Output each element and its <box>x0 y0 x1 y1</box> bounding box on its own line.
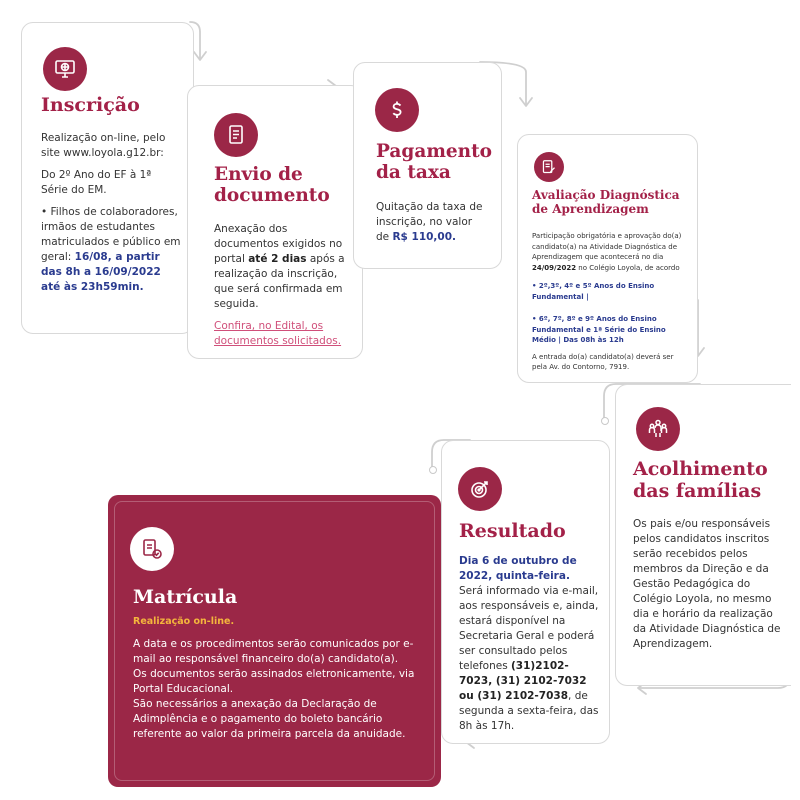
matricula-p2: Os documentos serão assinados eletronicamente, via Portal Educacional. <box>133 668 415 695</box>
matricula-title: Matrícula <box>133 586 238 608</box>
dollar-icon <box>375 88 419 132</box>
avaliacao-p2: A entrada do(a) candidato(a) deverá ser pela Av. do Contorno, 7919. <box>532 352 674 371</box>
family-icon <box>636 407 680 451</box>
pagamento-title: Pagamento da taxa <box>376 141 493 184</box>
matricula-p3: São necessários a anexação da Declaração de Adimplência e o pagamento do boleto bancário referente ao valor da primeira parcela da anuidade. <box>133 698 406 740</box>
envio-card <box>187 85 363 359</box>
envio-p1-a: Anexação dos documentos exigidos no portal <box>214 223 343 265</box>
acolhimento-connector-dot <box>601 417 609 425</box>
resultado-p1-end: , de segunda a sexta-feira, das 8h às 17h. <box>459 690 599 732</box>
inscricao-title: Inscrição <box>41 94 140 116</box>
avaliacao-p1 <box>532 231 690 273</box>
inscricao-dates: 16/08, a partir das 8h a 16/09/2022 até às 23h59min. <box>41 251 161 293</box>
acolhimento-card <box>615 384 791 686</box>
avaliacao-b2: • 6º, 7º, 8º e 9º Anos do Ensino Fundamental e 1ª Série do Ensino Médio | Das 08h às 12h <box>532 315 666 344</box>
inscricao-p3 <box>41 205 181 295</box>
envio-title: Envio de documento <box>214 164 330 207</box>
matricula-card <box>108 495 441 787</box>
avaliacao-text <box>532 231 690 373</box>
globe-monitor-icon <box>43 47 87 91</box>
envio-p1 <box>214 222 354 312</box>
avaliacao-p1-end: no Colégio Loyola, de acordo <box>576 263 680 272</box>
matricula-p1: A data e os procedimentos serão comunicados por e-mail ao responsável financeiro do(a) candidato(a). <box>133 638 414 665</box>
matricula-sub: Realização on-line. <box>133 616 235 627</box>
acolhimento-title: Acolhimento das famílias <box>633 458 768 502</box>
envio-text <box>214 222 354 349</box>
inscricao-p3-text: • Filhos de colaboradores, irmãos de estudantes matriculados e público em geral: <box>41 206 181 263</box>
avaliacao-b1: • 2º,3º, 4º e 5º Anos do Ensino Fundamental | <box>532 282 655 301</box>
document-check-icon <box>130 527 174 571</box>
avaliacao-date: 24/09/2022 <box>532 263 577 272</box>
resultado-text <box>459 554 599 734</box>
pagamento-p1: Quitação da taxa de inscrição, no valor de <box>376 201 483 243</box>
envio-p1-b: até 2 dias <box>248 253 307 265</box>
target-icon <box>458 467 502 511</box>
inscricao-p1: Realização on-line, pelo site www.loyola.g12.br: <box>41 132 166 159</box>
pagamento-card <box>353 62 502 269</box>
acolhimento-p1: Os pais e/ou responsáveis pelos candidatos inscritos serão recebidos pelos membros da Direção e da Gestão Pedagógica do Colégio Loyola, no mesmo dia e horário da realização da Atividade Diagnóstica de Aprendizagem. <box>633 518 781 650</box>
resultado-connector-dot <box>429 466 437 474</box>
avaliacao-card <box>517 134 698 383</box>
resultado-card <box>441 440 610 744</box>
pagamento-text <box>376 200 488 245</box>
resultado-title: Resultado <box>459 520 566 542</box>
inscricao-p2: Do 2º Ano do EF à 1ª Série do EM. <box>41 169 152 196</box>
resultado-p1-text: Será informado via e-mail, aos responsáveis e, ainda, estará disponível na Secretaria Geral e poderá ser consultado pelos telefones <box>459 585 599 672</box>
avaliacao-p1-text: Participação obrigatória e aprovação do(a) candidato(a) na Atividade Diagnóstica de Aprendizagem que acontecerá no dia <box>532 232 682 261</box>
pagamento-value: R$ 110,00. <box>392 231 457 243</box>
resultado-phones: (31)2102-7023, (31) 2102-7032 ou (31) 2102-7038 <box>459 660 587 702</box>
document-icon <box>214 113 258 157</box>
avaliacao-title: Avaliação Diagnóstica de Aprendizagem <box>532 188 680 216</box>
matricula-text <box>133 614 428 742</box>
resultado-date: Dia 6 de outubro de 2022, quinta-feira. <box>459 555 577 582</box>
resultado-p1 <box>459 584 599 734</box>
envio-p1-c: após a realização da inscrição, que será confirmada em seguida. <box>214 253 345 310</box>
edit-document-icon <box>534 152 564 182</box>
inscricao-card <box>21 22 194 334</box>
inscricao-text <box>41 131 181 295</box>
edital-link[interactable]: Confira, no Edital, os documentos solicitados. <box>214 320 342 347</box>
